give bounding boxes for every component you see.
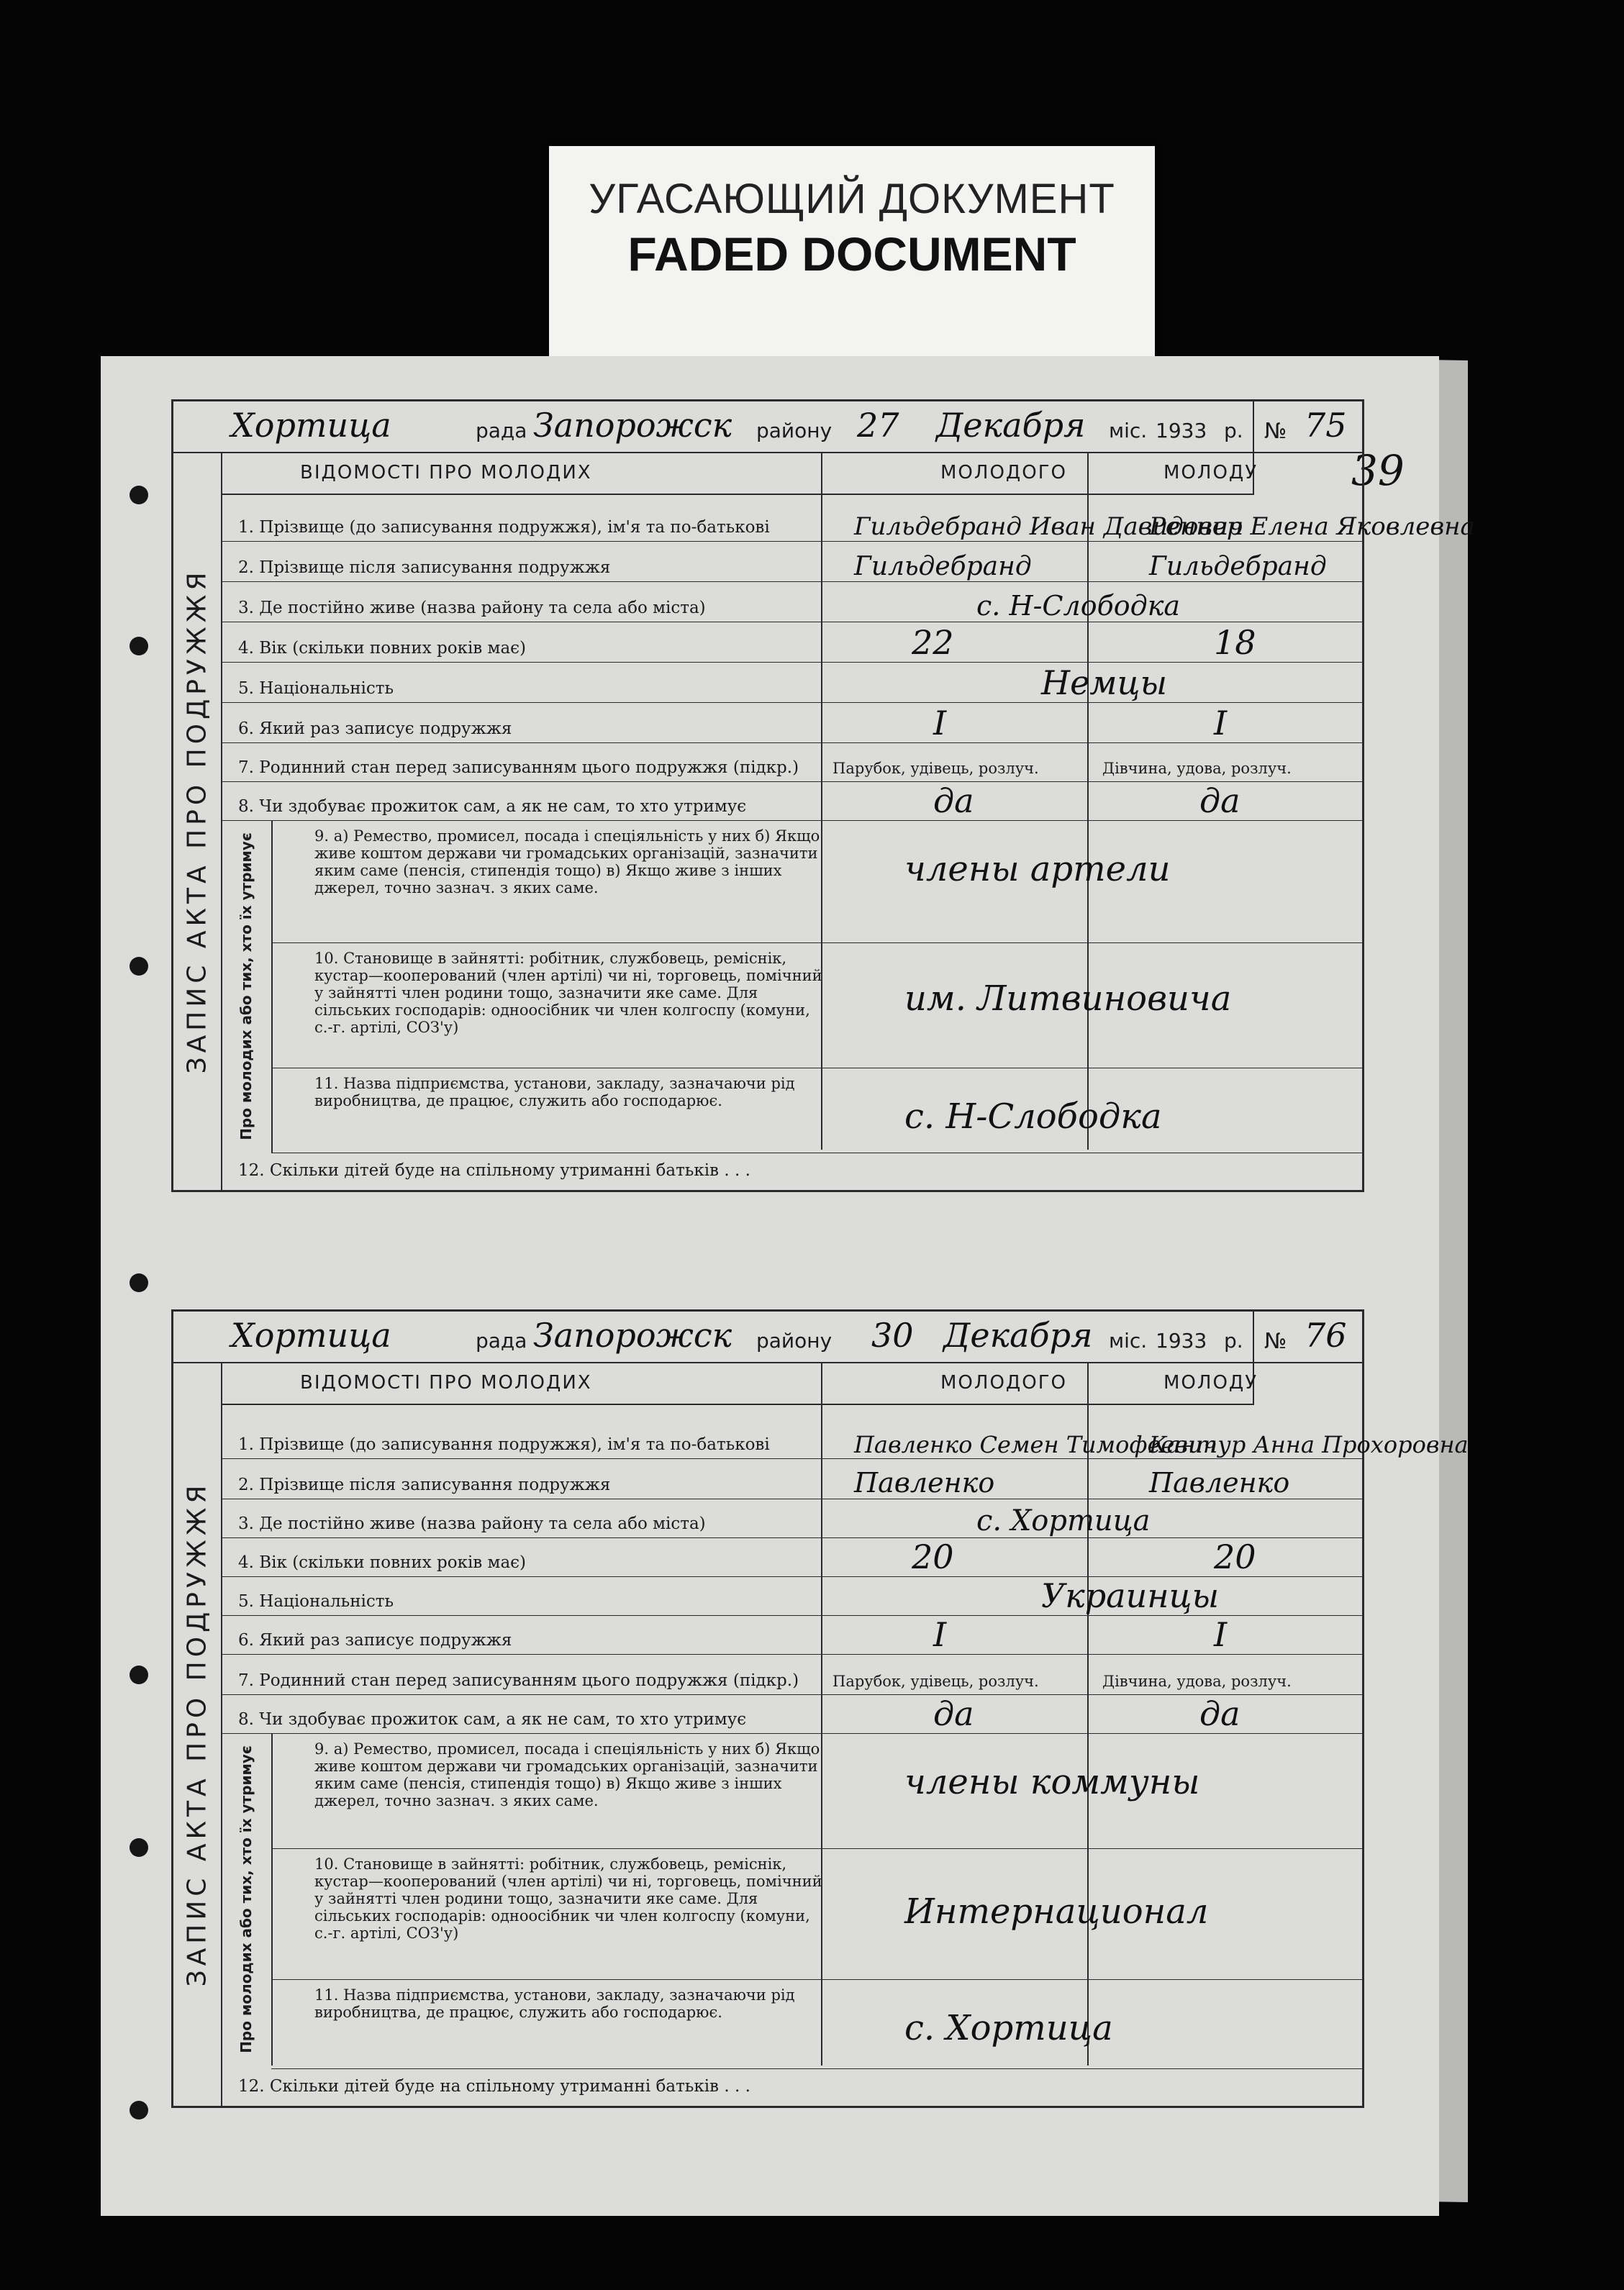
occupation-value: члены артели [904,849,1171,889]
row-residence: 3. Де постійно живе (назва району та села або міста) с. Хортица [221,1499,1362,1538]
row-livelihood: 8. Чи здобуває прожиток сам, а як не сам, то хто утримує да да [221,1694,1362,1734]
faded-document-label [549,146,1155,362]
column-headers [221,452,1258,495]
groom-status-options: Парубок, удівець, розлуч. [833,1673,1039,1690]
record-header [173,1312,1362,1363]
record-number: 76 [1305,1316,1347,1355]
date-month: Декабря [936,406,1086,445]
col-groom-header: МОЛОДОГО [940,1372,1068,1394]
number-label: № [1264,419,1287,444]
col-bride-header: МОЛОДУ [1163,462,1258,483]
col-info-header: ВІДОМОСТІ ПРО МОЛОДИХ [300,1372,592,1394]
binding-hole [130,1666,148,1684]
nationality-value: Немцы [1041,663,1168,702]
village-name: Хортица [231,1316,391,1355]
groom-name: Павленко Семен Тимофеевич [854,1431,1217,1458]
row-employment-status: 10. Становище в зайнятті: робітник, службовець, реміснік, кустар—кооперований (член артілі) чи ні, торговець, помічний у зайнятті член родини тощо, зазначити яке саме. Для сільських господарів: одноосібник чи член колгоспу (комуни, с.-г. артілі, СОЗ'у) Интернационал [271,1848,1362,1980]
register-page [101,356,1475,2216]
row-marriage-count: 6. Який раз записує подружжя I I [221,1615,1362,1655]
rada-label: рада [476,419,527,442]
groom-age: 20 [912,1537,954,1576]
col-info-header: ВІДОМОСТІ ПРО МОЛОДИХ [300,462,592,483]
bride-age: 20 [1214,1537,1256,1576]
residence-value: с. Н-Слободка [976,590,1181,622]
bride-marriage-count: I [1214,1615,1228,1654]
row-children: 12. Скільки дітей буде на спільному утриманні батьків . . . [238,1161,750,1180]
row-age: 4. Вік (скільки повних років має) 22 18 [221,622,1362,663]
groom-marriage-count: I [933,1615,947,1654]
year: 1933 [1156,419,1207,442]
groom-livelihood: да [933,781,974,820]
row-children: 12. Скільки дітей буде на спільному утриманні батьків . . . [238,2077,750,2096]
groom-name: Гильдебранд Иван Давидович [854,512,1244,541]
date-day: 30 [871,1316,914,1355]
row-employment-status: 10. Становище в зайнятті: робітник, службовець, реміснік, кустар—кооперований (член артілі) чи ні, торговець, помічний у зайнятті член родини тощо, зазначити яке саме. Для сільських господарів: одноосібник чи член колгоспу (комуни, с.-г. артілі, СОЗ'у) им. Литвиновича [271,942,1362,1068]
side-title: ЗАПИС АКТА ПРО ПОДРУЖЖЯ [173,1362,222,2106]
date-month: Декабря [943,1316,1093,1355]
record-header [173,401,1362,453]
binding-hole [130,637,148,655]
year: 1933 [1156,1329,1207,1353]
row-occupation: 9. а) Ремество, промисел, посада і спеціяльність у них б) Якщо живе коштом держави чи громадських організацій, зазначити яким саме (пенсія, стипендія тощо) в) Якщо живе з інших джерел, точно зазнач. з яких саме. члены артели [271,820,1362,943]
rada-label: рада [476,1329,527,1353]
bride-marriage-count: I [1214,704,1228,742]
bride-livelihood: да [1199,1694,1240,1733]
column-headers [221,1362,1258,1405]
binding-hole [130,2101,148,2119]
rayon-label: району [756,1329,833,1353]
date-day: 27 [857,406,899,445]
row-marital-status: 7. Родинний стан перед записуванням цього подружжя (підкр.) Парубок, удівець, розлуч. Дівчина, удова, розлуч. [221,1654,1362,1695]
employment-value: им. Литвиновича [904,978,1232,1019]
nationality-value: Украинцы [1041,1576,1220,1615]
row-nationality: 5. Національність Немцы [221,662,1362,703]
row-workplace: 11. Назва підприємства, установи, закладу, зазначаючи рід виробництва, де працює, служить або господарює. с. Н-Слободка [271,1068,1362,1153]
groom-new-surname: Павленко [854,1467,995,1499]
row-age: 4. Вік (скільки повних років має) 20 20 [221,1537,1362,1577]
row-surname-after: 2. Прізвище після записування подружжя Павленко Павленко [221,1458,1362,1499]
col-bride-header: МОЛОДУ [1163,1372,1258,1394]
bride-status-options: Дівчина, удова, розлуч. [1102,760,1292,777]
bride-name: Кантур Анна Прохоровна [1149,1431,1469,1458]
row-nationality: 5. Національність Украинцы [221,1576,1362,1616]
record-number-box [1253,1312,1362,1405]
groom-status-options: Парубок, удівець, розлуч. [833,760,1039,777]
residence-value: с. Хортица [976,1504,1151,1537]
groom-livelihood: да [933,1694,974,1733]
row-marriage-count: 6. Який раз записує подружжя I I [221,702,1362,743]
village-name: Хортица [231,406,391,445]
binding-hole [130,1273,148,1292]
record-number: 75 [1305,406,1347,445]
district-name: Запорожск [533,1316,732,1355]
row-workplace: 11. Назва підприємства, установи, закладу, зазначаючи рід виробництва, де працює, служить або господарює. с. Хортица [271,1979,1362,2069]
occupation-value: члены коммуны [904,1762,1200,1802]
row-surname-before: 1. Прізвище (до записування подружжя), ім'я та по-батькові Гильдебранд Иван Давидович Реннер Елена Яковлевна [221,494,1362,542]
groom-age: 22 [912,623,954,662]
row-surname-before: 1. Прізвище (до записування подружжя), ім'я та по-батькові Павленко Семен Тимофеевич Кантур Анна Прохоровна [221,1404,1362,1459]
label-line-russian: УГАСАЮЩИЙ ДОКУМЕНТ [589,176,1115,222]
month-label: міс. [1109,419,1148,442]
row-residence: 3. Де постійно живе (назва району та села або міста) с. Н-Слободка [221,581,1362,622]
binding-hole [130,486,148,504]
year-suffix: р. [1224,419,1243,442]
col-groom-header: МОЛОДОГО [940,462,1068,483]
bride-new-surname: Гильдебранд [1149,552,1327,581]
number-label: № [1264,1329,1287,1354]
groom-new-surname: Гильдебранд [854,552,1032,581]
side-title: ЗАПИС АКТА ПРО ПОДРУЖЖЯ [173,452,222,1190]
marriage-record-form-2 [171,1309,1469,2108]
label-line-english: FADED DOCUMENT [627,227,1076,281]
groom-marriage-count: I [933,704,947,742]
year-suffix: р. [1224,1329,1243,1353]
bride-new-surname: Павленко [1149,1467,1290,1499]
employment-value: Интернационал [904,1891,1209,1932]
binding-hole [130,1838,148,1857]
bride-status-options: Дівчина, удова, розлуч. [1102,1673,1292,1690]
record-number-box [1253,401,1362,495]
rayon-label: району [756,419,833,442]
occupation-subheader: Про молодих або тих, хто їх утримує [221,1733,273,2066]
district-name: Запорожск [533,406,732,445]
workplace-value: с. Н-Слободка [904,1096,1162,1137]
bride-age: 18 [1214,623,1256,662]
row-occupation: 9. а) Ремество, промисел, посада і спеціяльність у них б) Якщо живе коштом держави чи громадських організацій, зазначити яким саме (пенсія, стипендія тощо) в) Якщо живе з інших джерел, точно зазнач. з яких саме. члены коммуны [271,1733,1362,1849]
row-livelihood: 8. Чи здобуває прожиток сам, а як не сам, то хто утримує да да [221,781,1362,821]
bride-livelihood: да [1199,781,1240,820]
sheet-number: 39 [1351,446,1405,495]
binding-holes [101,356,144,2216]
month-label: міс. [1109,1329,1148,1353]
occupation-subheader: Про молодих або тих, хто їх утримує [221,820,273,1153]
workplace-value: с. Хортица [904,2008,1113,2048]
row-marital-status: 7. Родинний стан перед записуванням цього подружжя (підкр.) Парубок, удівець, розлуч. Дівчина, удова, розлуч. [221,742,1362,782]
row-surname-after: 2. Прізвище після записування подружжя Гильдебранд Гильдебранд [221,541,1362,582]
binding-hole [130,957,148,976]
bride-name: Реннер Елена Яковлевна [1149,512,1475,541]
